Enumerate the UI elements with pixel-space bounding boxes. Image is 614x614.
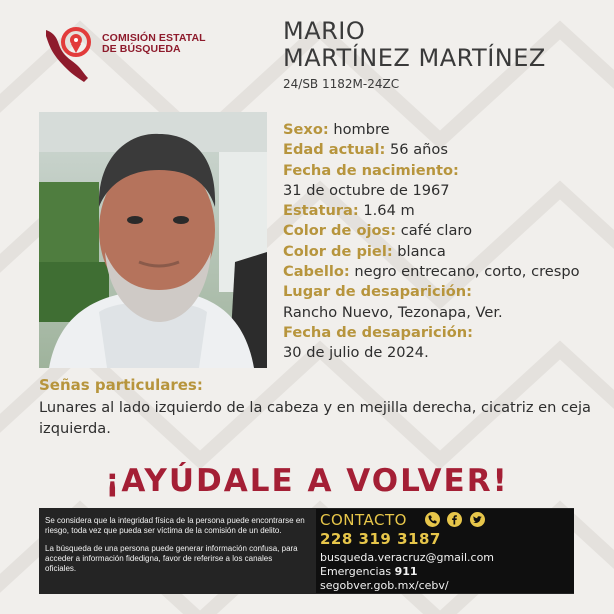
detail-place-value: Rancho Nuevo, Tezonapa, Ver. bbox=[283, 303, 503, 321]
person-details bbox=[283, 120, 613, 364]
call-to-action: ¡AYÚDALE A VOLVER! bbox=[105, 463, 509, 499]
phone-icon[interactable] bbox=[425, 512, 440, 527]
detail-skin-color: Color de piel: blanca bbox=[283, 242, 446, 260]
detail-missing-date-value: 30 de julio de 2024. bbox=[283, 344, 429, 362]
last-names: MARTÍNEZ MARTÍNEZ bbox=[283, 44, 546, 72]
person-name bbox=[283, 18, 546, 72]
legal-notice bbox=[45, 516, 305, 582]
marks-title: Señas particulares: bbox=[39, 376, 203, 394]
person-photo bbox=[39, 112, 267, 368]
twitter-icon[interactable] bbox=[470, 512, 485, 527]
case-folio: 24/SB 1182M-24ZC bbox=[283, 77, 400, 91]
legal-paragraph-1: Se considera que la integridad física de la persona puede encontrarse en riesgo, toda vez que pueda ser víctima de la comisión de un delito. bbox=[45, 516, 305, 535]
legal-paragraph-2: La búsqueda de una persona puede generar información confusa, para acceder a información fidedigna, favor de referirse a los canales oficiales. bbox=[45, 544, 298, 573]
veracruz-map-icon bbox=[42, 22, 104, 84]
detail-height: Estatura: 1.64 m bbox=[283, 202, 415, 220]
detail-missing-date-label: Fecha de desaparición: bbox=[283, 323, 473, 341]
contact-website[interactable]: segobver.gob.mx/cebv/ bbox=[320, 579, 449, 592]
detail-age: Edad actual: 56 años bbox=[283, 141, 448, 159]
photo-illustration bbox=[39, 112, 267, 368]
first-name: MARIO bbox=[283, 17, 366, 45]
contact-phone[interactable]: 228 319 3187 bbox=[320, 530, 441, 548]
contact-icons bbox=[425, 512, 488, 528]
detail-birthdate-label: Fecha de nacimiento: bbox=[283, 161, 459, 179]
detail-sex: Sexo: hombre bbox=[283, 121, 390, 138]
logo-line-1: COMISIÓN ESTATAL bbox=[102, 32, 206, 44]
contact-title: CONTACTO bbox=[320, 511, 407, 529]
detail-hair: Cabello: negro entrecano, corto, crespo bbox=[283, 263, 580, 281]
logo-text bbox=[102, 33, 206, 55]
marks-text: Lunares al lado izquierdo de la cabeza y en mejilla derecha, cicatriz en ceja izquierda. bbox=[39, 399, 592, 437]
contact-emergency: Emergencias 911 bbox=[320, 565, 418, 578]
detail-place-label: Lugar de desaparición: bbox=[283, 283, 472, 301]
contact-email[interactable]: busqueda.veracruz@gmail.com bbox=[320, 551, 495, 564]
detail-birthdate-value: 31 de octubre de 1967 bbox=[283, 181, 450, 199]
commission-logo bbox=[42, 22, 214, 84]
emergency-number[interactable]: 911 bbox=[394, 565, 418, 578]
detail-eye-color: Color de ojos: café claro bbox=[283, 222, 473, 240]
facebook-icon[interactable] bbox=[447, 512, 462, 527]
logo-line-2: DE BÚSQUEDA bbox=[102, 43, 181, 55]
